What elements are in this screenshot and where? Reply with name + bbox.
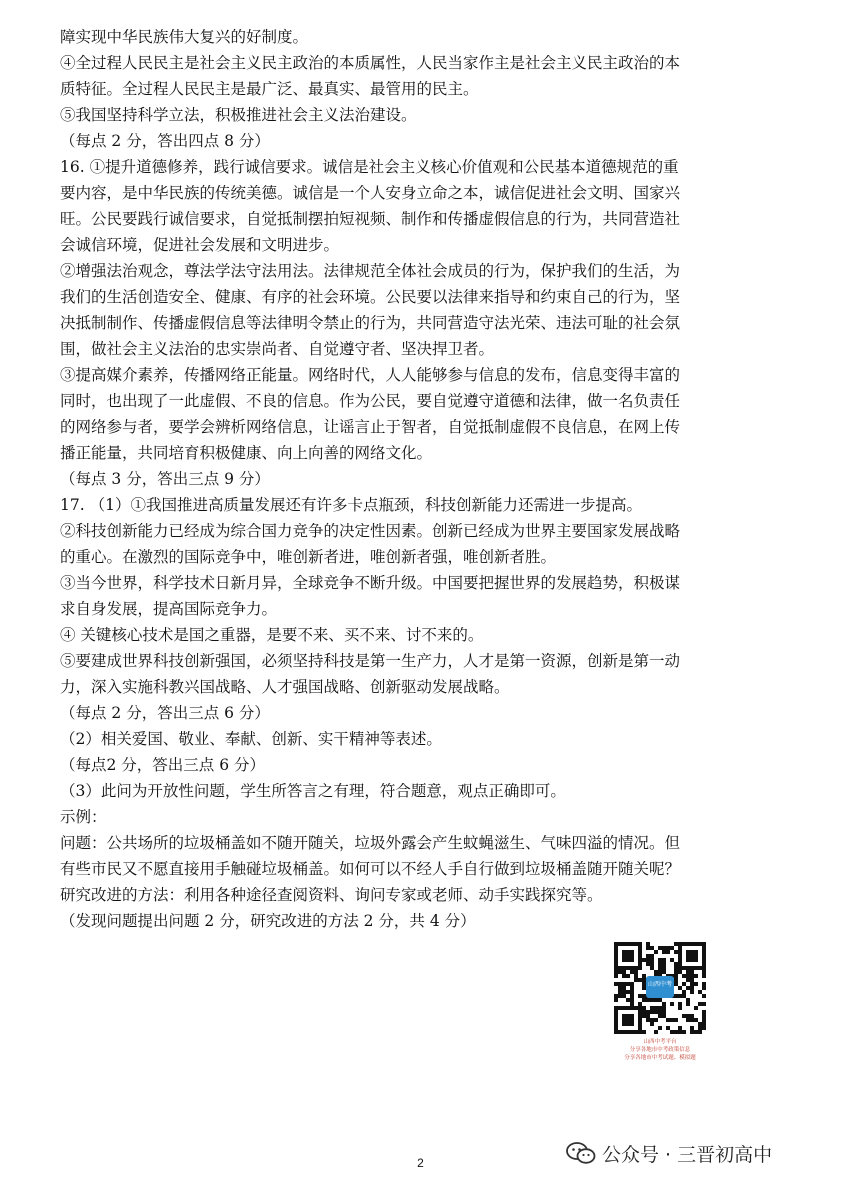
text-line: 会诚信环境，促进社会发展和文明进步。 <box>60 236 340 254</box>
text-line: ③当今世界，科学技术日新月异，全球竞争不断升级。中国要把握世界的发展趋势，积极谋 <box>60 574 681 592</box>
text-line: （2）相关爱国、敬业、奉献、创新、实干精神等表述。 <box>60 730 442 748</box>
text-line: 决抵制制作、传播虚假信息等法律明令禁止的行为，共同营造守法光荣、违法可耻的社会氛 <box>60 314 681 332</box>
page-number: 2 <box>417 1156 424 1170</box>
text-line: 的重心。在激烈的国际竞争中，唯创新者进，唯创新者强，唯创新者胜。 <box>60 548 557 566</box>
text-line: ②科技创新能力已经成为综合国力竞争的决定性因素。创新已经成为世界主要国家发展战略 <box>60 522 681 540</box>
text-line: 求自身发展，提高国际竞争力。 <box>60 600 278 618</box>
text-line: 播正能量，共同培育积极健康、向上向善的网络文化。 <box>60 444 433 462</box>
text-line: ③提高媒介素养，传播网络正能量。网络时代，人人能够参与信息的发布，信息变得丰富的 <box>60 366 681 384</box>
text-line: （每点 3 分，答出三点 9 分） <box>60 470 270 488</box>
watermark-text: 公众号 · 三晋初高中 <box>602 1143 773 1166</box>
text-line: 16. ①提升道德修养，践行诚信要求。诚信是社会主义核心价值观和公民基本道德规范的重 <box>60 158 679 176</box>
text-line: （每点2 分，答出三点 6 分） <box>60 756 266 774</box>
qr-caption <box>604 1038 716 1062</box>
text-line: 17. （1）①我国推进高质量发展还有许多卡点瓶颈，科技创新能力还需进一步提高。 <box>60 496 642 514</box>
text-line: （发现问题提出问题 2 分，研究改进的方法 2 分，共 4 分） <box>60 912 476 930</box>
text-line: 的网络参与者，要学会辨析网络信息，让谣言止于智者，自觉抵制虚假不良信息，在网上传 <box>60 418 681 436</box>
qr-center-label: 山西中考 <box>647 981 673 988</box>
text-line: （每点 2 分，答出三点 6 分） <box>60 704 270 722</box>
text-line: （3）此问为开放性问题，学生所答言之有理，符合题意，观点正确即可。 <box>60 782 566 800</box>
qr-caption-line: 山西中考平台 <box>643 1039 677 1045</box>
qr-caption-line: 分享各地市中考政策信息 <box>629 1047 691 1053</box>
text-line: （每点 2 分，答出四点 8 分） <box>60 132 270 150</box>
text-line: ⑤要建成世界科技创新强国，必须坚持科技是第一生产力，人才是第一资源，创新是第一动 <box>60 652 681 670</box>
text-line: 旺。公民要践行诚信要求，自觉抵制摆拍短视频、制作和传播虚假信息的行为，共同营造社 <box>60 210 681 228</box>
qr-code-image <box>604 942 716 1034</box>
text-line: 质特征。全过程人民民主是最广泛、最真实、最管用的民主。 <box>60 80 479 98</box>
text-line: ④ 关键核心技术是国之重器，是要不来、买不来、讨不来的。 <box>60 626 484 644</box>
qr-caption-line: 分享各地市中考试题、模拟题 <box>624 1055 696 1061</box>
text-line: 力，深入实施科教兴国战略、人才强国战略、创新驱动发展战略。 <box>60 678 510 696</box>
text-line: 同时，也出现了一此虚假、不良的信息。作为公民，要自觉遵守道德和法律，做一名负责任 <box>60 392 681 410</box>
text-line: ④全过程人民民主是社会主义民主政治的本质属性，人民当家作主是社会主义民主政治的本 <box>60 54 681 72</box>
text-line: 有些市民又不愿直接用手触碰垃圾桶盖。如何可以不经人手自行做到垃圾桶盖随开随关呢？ <box>60 860 681 878</box>
text-line: 要内容，是中华民族的传统美德。诚信是一个人安身立命之本，诚信促进社会文明、国家兴 <box>60 184 681 202</box>
text-line: ②增强法治观念，尊法学法守法用法。法律规范全体社会成员的行为，保护我们的生活，为 <box>60 262 681 280</box>
text-line: 我们的生活创造安全、健康、有序的社会环境。公民要以法律来指导和约束自己的行为，坚 <box>60 288 681 306</box>
text-line: 问题：公共场所的垃圾桶盖如不随开随关，垃圾外露会产生蚊蝇滋生、气味四溢的情况。但 <box>60 834 681 852</box>
text-line: 示例： <box>60 808 107 826</box>
qr-code-block <box>604 942 716 1066</box>
text-line: ⑤我国坚持科学立法，积极推进社会主义法治建设。 <box>60 106 417 124</box>
text-line: 障实现中华民族伟大复兴的好制度。 <box>60 28 309 46</box>
text-line: 研究改进的方法：利用各种途径查阅资料、询问专家或老师、动手实践探究等。 <box>60 886 603 904</box>
answer-text-body <box>60 24 760 934</box>
text-line: 围，做社会主义法治的忠实崇尚者、自觉遵守者、坚决捍卫者。 <box>60 340 495 358</box>
